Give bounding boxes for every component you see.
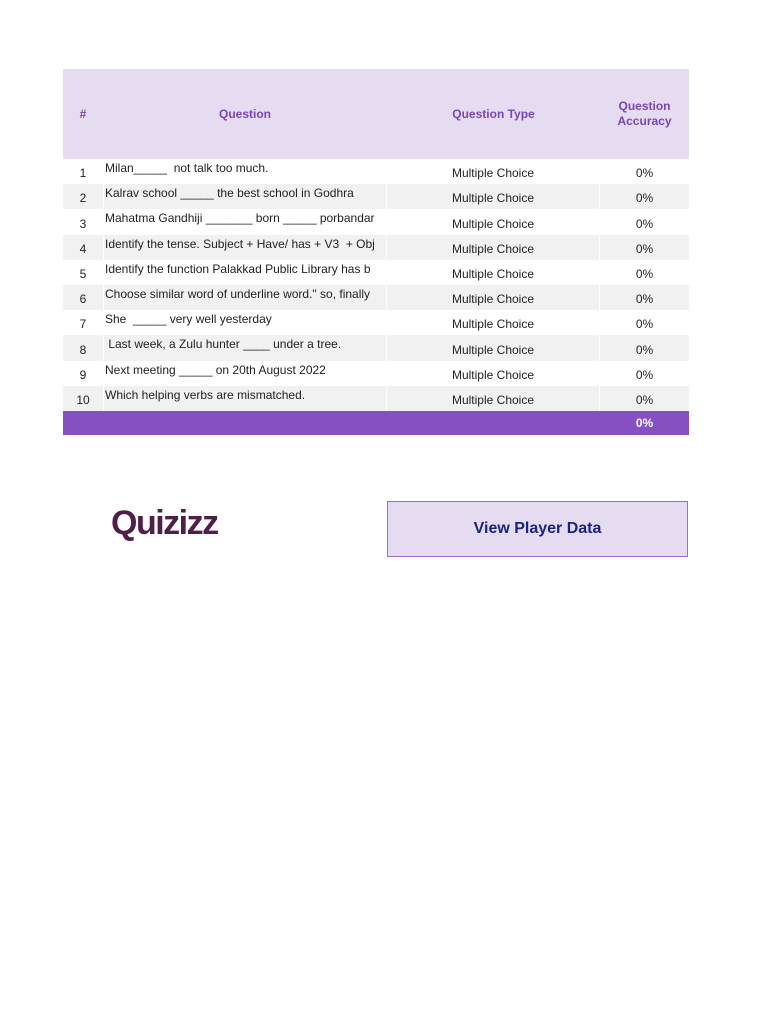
row-question: Next meeting _____ on 20th August 2022 [103, 361, 387, 386]
table-body [63, 159, 689, 411]
table-row [63, 285, 689, 310]
footer-accuracy: 0% [635, 415, 654, 430]
row-question: Identify the tense. Subject + Have/ has + V3 + Obj [103, 235, 387, 260]
row-question: Which helping verbs are mismatched. [103, 386, 387, 411]
question-table [63, 69, 689, 435]
row-question: Identify the function Palakkad Public Library has b [103, 260, 387, 285]
header-accuracy [600, 99, 689, 129]
header-question: Question [218, 107, 271, 121]
row-question: Last week, a Zulu hunter ____ under a tree. [103, 335, 387, 360]
row-accuracy: 0% [635, 292, 654, 307]
row-question-type: Multiple Choice [387, 386, 600, 411]
row-number: 9 [79, 367, 87, 382]
table-row [63, 310, 689, 335]
row-accuracy: 0% [635, 367, 654, 382]
view-player-data-button[interactable]: View Player Data [387, 501, 688, 557]
row-number: 1 [79, 166, 87, 181]
row-question: Kalrav school _____ the best school in Godhra [103, 184, 387, 209]
row-question: Milan_____ not talk too much. [103, 159, 387, 184]
row-question-type: Multiple Choice [387, 310, 600, 335]
row-question-type: Multiple Choice [387, 159, 600, 184]
row-question-type: Multiple Choice [387, 235, 600, 260]
row-question: Mahatma Gandhiji _______ born _____ porbandar [103, 209, 387, 234]
table-row [63, 235, 689, 260]
row-number: 7 [79, 317, 87, 332]
row-question-type: Multiple Choice [387, 335, 600, 360]
row-number: 4 [79, 241, 87, 256]
row-question-type: Multiple Choice [387, 361, 600, 386]
header-accuracy-line1: Question [618, 99, 671, 113]
row-accuracy: 0% [635, 191, 654, 206]
table-footer [63, 411, 689, 435]
row-question-type: Multiple Choice [387, 209, 600, 234]
row-accuracy: 0% [635, 266, 654, 281]
row-question-type: Multiple Choice [387, 285, 600, 310]
header-accuracy-line2: Accuracy [617, 114, 672, 128]
row-accuracy: 0% [635, 342, 654, 357]
row-number: 5 [79, 266, 87, 281]
table-row [63, 184, 689, 209]
table-row [63, 335, 689, 360]
row-number: 10 [76, 392, 90, 407]
quizizz-logo: Quizizz [111, 504, 218, 542]
row-number: 2 [79, 191, 87, 206]
table-row [63, 159, 689, 184]
row-question-type: Multiple Choice [387, 184, 600, 209]
table-row [63, 386, 689, 411]
header-question-type: Question Type [452, 107, 535, 121]
row-accuracy: 0% [635, 241, 654, 256]
row-question: Choose similar word of underline word." so, finally [103, 285, 387, 310]
header-num: # [79, 107, 87, 121]
table-row [63, 260, 689, 285]
table-row [63, 361, 689, 386]
row-accuracy: 0% [635, 317, 654, 332]
row-accuracy: 0% [635, 216, 654, 231]
row-question-type: Multiple Choice [387, 260, 600, 285]
row-accuracy: 0% [635, 166, 654, 181]
row-number: 8 [79, 342, 87, 357]
row-number: 3 [79, 216, 87, 231]
row-question: She _____ very well yesterday [103, 310, 387, 335]
row-number: 6 [79, 292, 87, 307]
table-header [63, 69, 689, 159]
row-accuracy: 0% [635, 392, 654, 407]
table-row [63, 209, 689, 234]
